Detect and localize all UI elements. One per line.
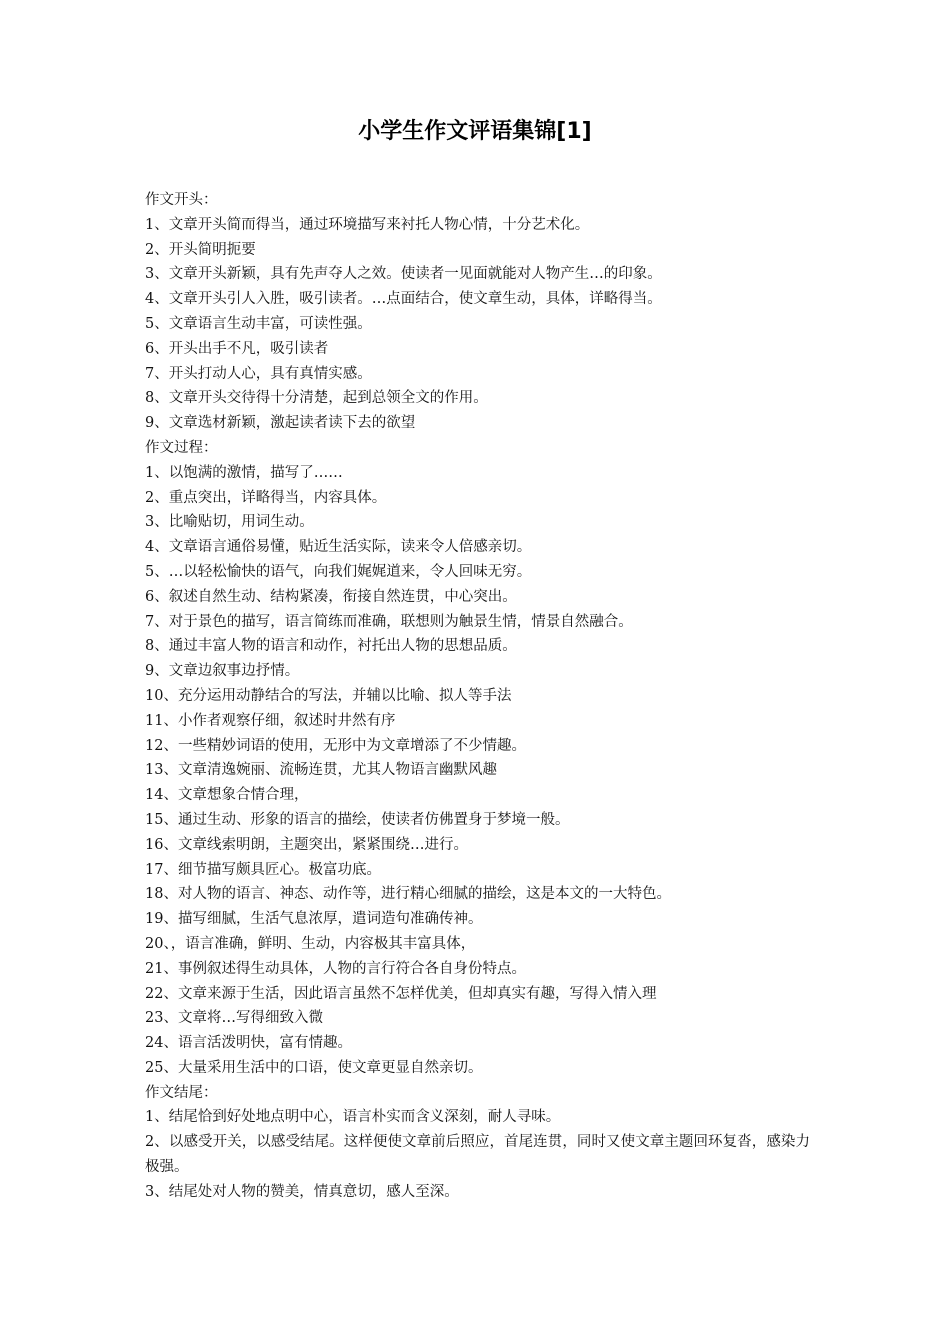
section-heading: 作文结尾： xyxy=(145,1084,218,1101)
list-item: 23、文章将…写得细致入微 xyxy=(145,1010,323,1027)
list-item: 10、充分运用动静结合的写法，并辅以比喻、拟人等手法 xyxy=(145,687,512,704)
section-heading: 作文过程： xyxy=(145,439,218,456)
document-title: 小学生作文评语集锦[1] xyxy=(358,119,592,144)
list-item: 1、结尾恰到好处地点明中心，语言朴实而含义深刻，耐人寻味。 xyxy=(145,1109,561,1126)
list-item: 7、对于景色的描写，语言简练而准确，联想则为触景生情，情景自然融合。 xyxy=(145,613,633,630)
list-item: 14、文章想象合情合理， xyxy=(145,787,309,804)
list-item: 12、一些精妙词语的使用，无形中为文章增添了不少情趣。 xyxy=(145,737,526,754)
list-item: 3、文章开头新颖，具有先声夺人之效。使读者一见面就能对人物产生…的印象。 xyxy=(145,266,662,283)
list-item: 4、文章开头引人入胜，吸引读者。…点面结合，使文章生动，具体，详略得当。 xyxy=(145,291,662,308)
list-item: 9、文章选材新颖，激起读者读下去的欲望 xyxy=(145,415,416,432)
list-item: 5、文章语言生动丰富，可读性强。 xyxy=(145,315,372,332)
list-item: 20、，语言准确，鲜明、生动，内容极其丰富具体， xyxy=(145,935,476,952)
list-item: 13、文章清逸婉丽、流畅连贯，尤其人物语言幽默风趣 xyxy=(145,762,497,779)
list-item: 8、文章开头交待得十分清楚，起到总领全文的作用。 xyxy=(145,390,488,407)
list-item: 21、事例叙述得生动具体，人物的言行符合各自身份特点。 xyxy=(145,960,526,977)
list-item: 2、以感受开关，以感受结尾。这样便使文章前后照应，首尾连贯，同时又使文章主题回环复沓，感染力极强。 xyxy=(145,1134,810,1176)
section-heading: 作文开头： xyxy=(145,192,218,208)
list-item: 24、语言活泼明快，富有情趣。 xyxy=(145,1035,352,1052)
list-item: 3、比喻贴切，用词生动。 xyxy=(145,514,314,531)
list-item: 3、结尾处对人物的赞美，情真意切，感人至深。 xyxy=(145,1183,459,1200)
list-item: 19、描写细腻，生活气息浓厚，遣词造句准确传神。 xyxy=(145,911,483,928)
list-item: 17、细节描写颇具匠心。极富功底。 xyxy=(145,861,381,878)
list-item: 9、文章边叙事边抒情。 xyxy=(145,663,300,680)
list-item: 25、大量采用生活中的口语，使文章更显自然亲切。 xyxy=(145,1059,483,1076)
list-item: 7、开头打动人心，具有真情实感。 xyxy=(145,365,372,382)
list-item: 5、…以轻松愉快的语气，向我们娓娓道来，令人回味无穷。 xyxy=(145,563,532,580)
list-item: 1、以饱满的激情，描写了…… xyxy=(145,464,343,481)
list-item: 18、对人物的语言、神态、动作等，进行精心细腻的描绘，这是本文的一大特色。 xyxy=(145,886,671,903)
list-item: 1、文章开头简而得当，通过环境描写来衬托人物心情，十分艺术化。 xyxy=(145,216,590,233)
section-opening xyxy=(145,188,810,436)
section-process xyxy=(145,436,810,1081)
list-item: 2、开头简明扼要 xyxy=(145,241,256,258)
list-item: 16、文章线索明朗，主题突出，紧紧围绕…进行。 xyxy=(145,836,468,853)
list-item: 2、重点突出，详略得当，内容具体。 xyxy=(145,489,387,506)
list-item: 8、通过丰富人物的语言和动作，衬托出人物的思想品质。 xyxy=(145,638,517,655)
list-item: 11、小作者观察仔细，叙述时井然有序 xyxy=(145,712,396,729)
list-item: 6、开头出手不凡，吸引读者 xyxy=(145,340,329,357)
section-ending xyxy=(145,1081,810,1205)
list-item: 6、叙述自然生动、结构紧凑，衔接自然连贯，中心突出。 xyxy=(145,588,517,605)
document-body xyxy=(145,188,810,1205)
list-item: 22、文章来源于生活，因此语言虽然不怎样优美，但却真实有趣，写得入情入理 xyxy=(145,985,657,1002)
list-item: 4、文章语言通俗易懂，贴近生活实际，读来令人倍感亲切。 xyxy=(145,539,532,556)
list-item: 15、通过生动、形象的语言的描绘，使读者仿佛置身于梦境一般。 xyxy=(145,811,570,828)
